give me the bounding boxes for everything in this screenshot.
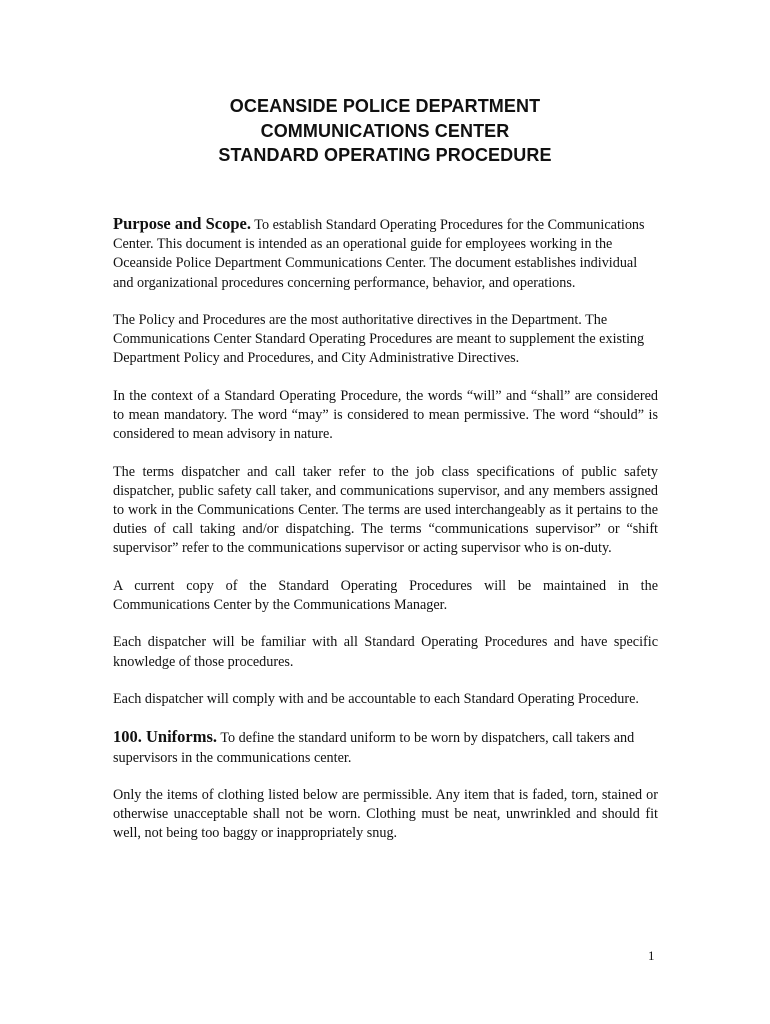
page-number: 1 xyxy=(648,948,655,963)
purpose-scope-text: To establish Standard Operating Procedures for the Communications Center. This document is intended as an operational guide for employees working in the Oceanside Police Department Communications Center. The document establishes individual and organizational procedures concerning performance, behavior, and operations. xyxy=(113,217,645,291)
uniforms-text: To define the standard uniform to be worn by dispatchers, call takers and supervisors in the communications center. xyxy=(113,730,635,766)
title-line-department: OCEANSIDE POLICE DEPARTMENT xyxy=(229,96,541,116)
paragraph-current-copy: A current copy of the Standard Operating Procedures will be maintained in the Communications Center by the Communications Manager. xyxy=(113,577,658,613)
paragraph-comply: Each dispatcher will comply with and be accountable to each Standard Operating Procedure. xyxy=(113,690,639,707)
paragraph-uniforms xyxy=(113,727,658,767)
paragraph-purpose-scope xyxy=(113,214,658,293)
heading-purpose-scope: Purpose and Scope. xyxy=(113,214,251,233)
document-body xyxy=(113,214,658,862)
paragraph-familiar: Each dispatcher will be familiar with all Standard Operating Procedures and have specific knowledge of those procedures. xyxy=(113,634,658,670)
paragraph-clothing: Only the items of clothing listed below are permissible. Any item that is faded, torn, stained or otherwise unacceptable shall not be worn. Clothing must be neat, unwrinkled and should fit well, not being too baggy or inappropriately snug. xyxy=(113,786,658,842)
heading-uniforms: 100. Uniforms. xyxy=(113,727,218,747)
document-title xyxy=(0,94,770,168)
title-line-procedure: STANDARD OPERATING PROCEDURE xyxy=(218,145,552,165)
title-line-center: COMMUNICATIONS CENTER xyxy=(260,120,510,141)
paragraph-terms-context: In the context of a Standard Operating Procedure, the words “will” and “shall” are considered to mean mandatory. The word “may” is considered to mean permissive. The word “should” is considered to mean advisory in nature. xyxy=(113,387,658,443)
paragraph-terms-dispatcher: The terms dispatcher and call taker refer to the job class specifications of public safety dispatcher, public safety call taker, and communications supervisor, and any members assigned to work in the Communications Center. The terms are used interchangeably as it pertains to the duties of call taking and/or dispatching. The terms “communications supervisor” or “shift supervisor” refer to the communications supervisor or acting supervisor who is on-duty. xyxy=(113,463,658,557)
paragraph-policy: The Policy and Procedures are the most authoritative directives in the Department. The Communications Center Standard Operating Procedures are meant to supplement the existing Department Policy and Procedures, and City Administrative Directives. xyxy=(113,312,645,367)
